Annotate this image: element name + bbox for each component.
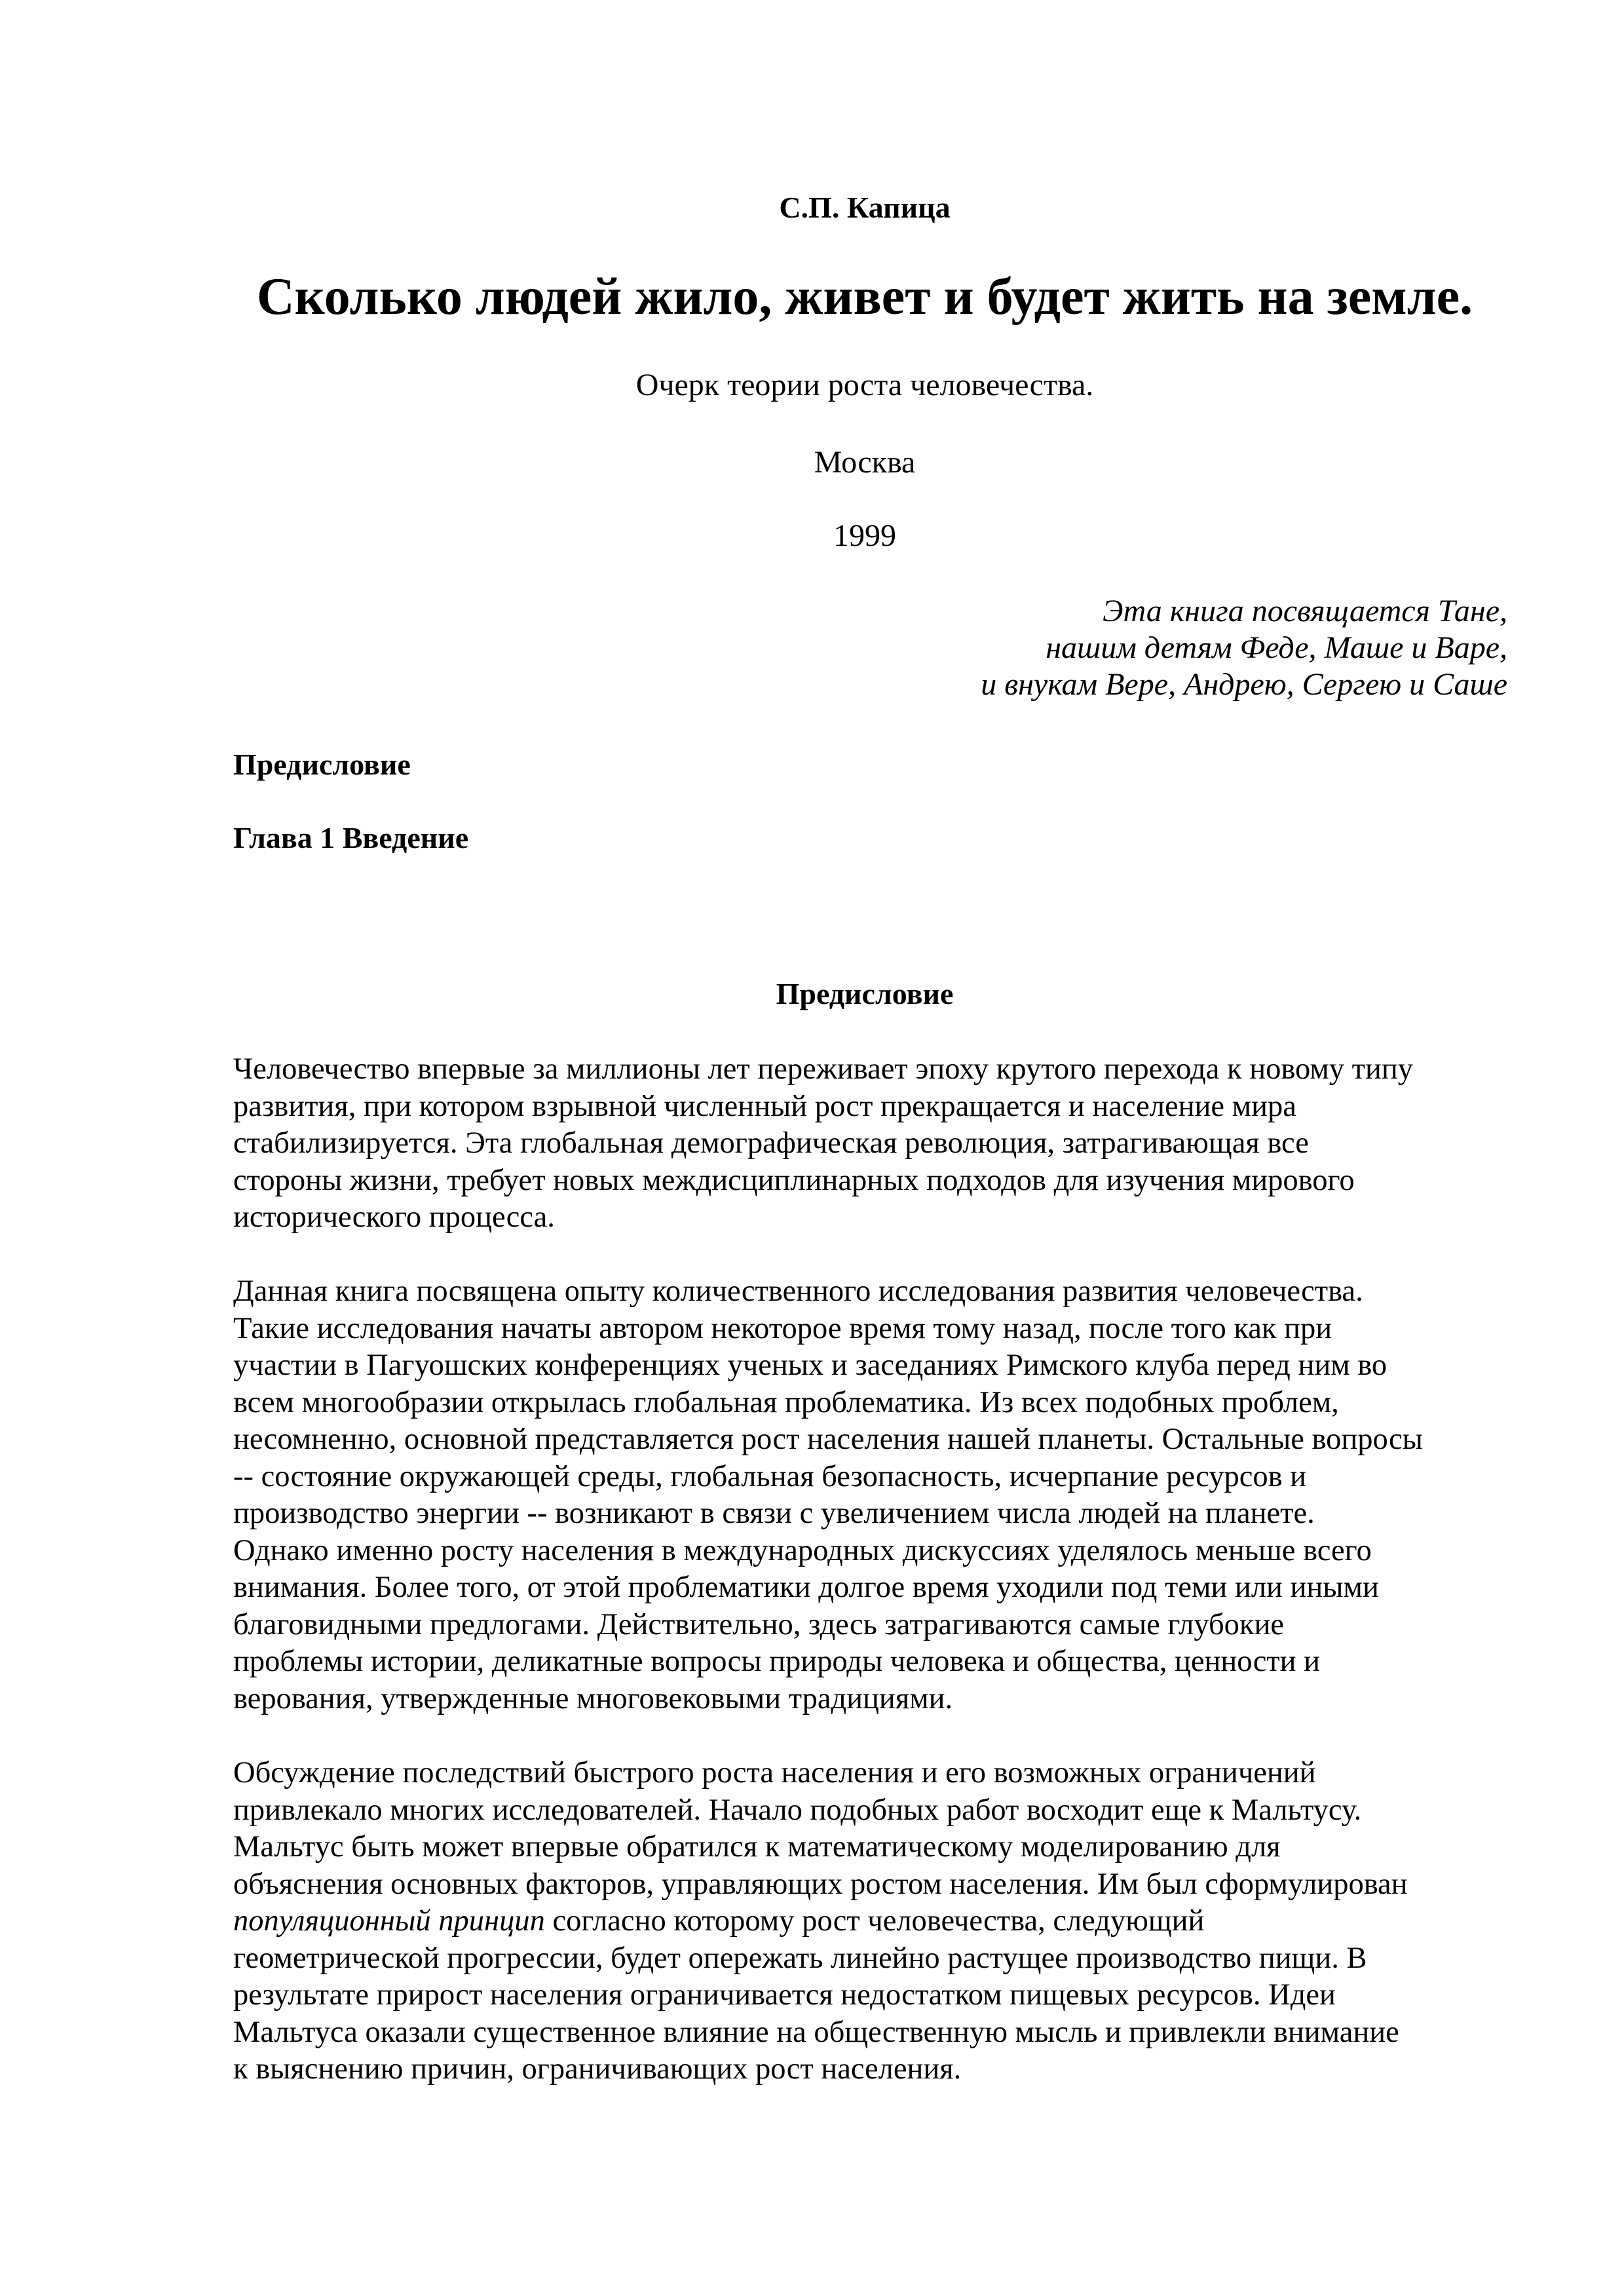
paragraph-1 [233,1051,1511,1236]
italic-term: популяционный принцип [233,1904,545,1938]
text-line: Данная книга посвящена опыту количественного исследования развития человечества. [233,1274,1363,1308]
text-line: Однако именно росту населения в международных дискуссиях уделялось меньше всего [233,1533,1372,1567]
text-line: Обсуждение последствий быстрого роста населения и его возможных ограничений [233,1756,1316,1789]
text-line: Мальтуса оказали существенное влияние на общественную мысль и привлекли внимание [233,2015,1399,2049]
text-line [233,1903,1511,1940]
text-line-rest: согласно которому рост человечества, следующий [544,1904,1205,1938]
text-line: стабилизируется. Эта глобальная демографическая революция, затрагивающая все [233,1126,1309,1160]
text-line: -- состояние окружающей среды, глобальная безопасность, исчерпание ресурсов и [233,1459,1307,1493]
text-line: стороны жизни, требует новых междисциплинарных подходов для изучения мирового [233,1163,1355,1197]
text-line: привлекало многих исследователей. Начало подобных работ восходит еще к Мальтусу. [233,1793,1362,1827]
text-line: объяснения основных факторов, управляющих ростом населения. Им был сформулирован [233,1867,1408,1901]
text-line: результате прирост населения ограничивается недостатком пищевых ресурсов. Идеи [233,1978,1336,2012]
text-line: участии в Пагуошских конференциях ученых и заседаниях Римского клуба перед ним во [233,1349,1388,1382]
section-heading: Предисловие [776,977,954,1010]
text-line: к выяснению причин, ограничивающих рост населения. [233,2052,962,2086]
book-title: Сколько людей жило, живет и будет жить на земле. [256,268,1473,326]
text-line: верования, утвержденные многовековыми традициями. [233,1681,953,1715]
text-line: Мальтус быть может впервые обратился к математическому моделированию для [233,1830,1281,1864]
text-line: Человечество впервые за миллионы лет переживает эпоху крутого перехода к новому типу [233,1052,1413,1086]
text-line: геометрической прогрессии, будет опережать линейно растущее производство пищи. В [233,1941,1367,1975]
text-line: всем многообразии открылась глобальная проблематика. Из всех подобных проблем, [233,1385,1339,1419]
toc-item-chapter-1: Глава 1 Введение [233,821,469,854]
author-name: С.П. Капица [779,191,951,224]
publication-city: Москва [814,445,916,480]
text-line: благовидными предлогами. Действительно, здесь затрагиваются самые глубокие [233,1607,1284,1641]
toc-item-preface: Предисловие [233,748,411,781]
text-line: производство энергии -- возникают в связи с увеличением числа людей на планете. [233,1497,1315,1530]
dedication-line: и внукам Вере, Андрею, Сергею и Саше [981,667,1507,702]
dedication-line: нашим детям Феде, Маше и Варе, [1046,630,1507,665]
paragraph-3 [233,1755,1511,2088]
book-subtitle: Очерк теории роста человечества. [635,368,1094,402]
paragraph-2 [233,1273,1511,1717]
text-line: Такие исследования начаты автором некоторое время тому назад, после того как при [233,1311,1332,1345]
dedication [981,593,1507,703]
publication-year: 1999 [833,518,896,553]
text-line: исторического процесса. [233,1200,555,1234]
text-line: несомненно, основной представляется рост населения нашей планеты. Остальные вопросы [233,1423,1423,1456]
text-line: проблемы истории, деликатные вопросы природы человека и общества, ценности и [233,1645,1321,1678]
text-line: развития, при котором взрывной численный рост прекращается и население мира [233,1089,1296,1123]
dedication-line: Эта книга посвящается Тане, [1103,594,1507,628]
text-line: внимания. Более того, от этой проблематики долгое время уходили под теми или иными [233,1571,1379,1604]
